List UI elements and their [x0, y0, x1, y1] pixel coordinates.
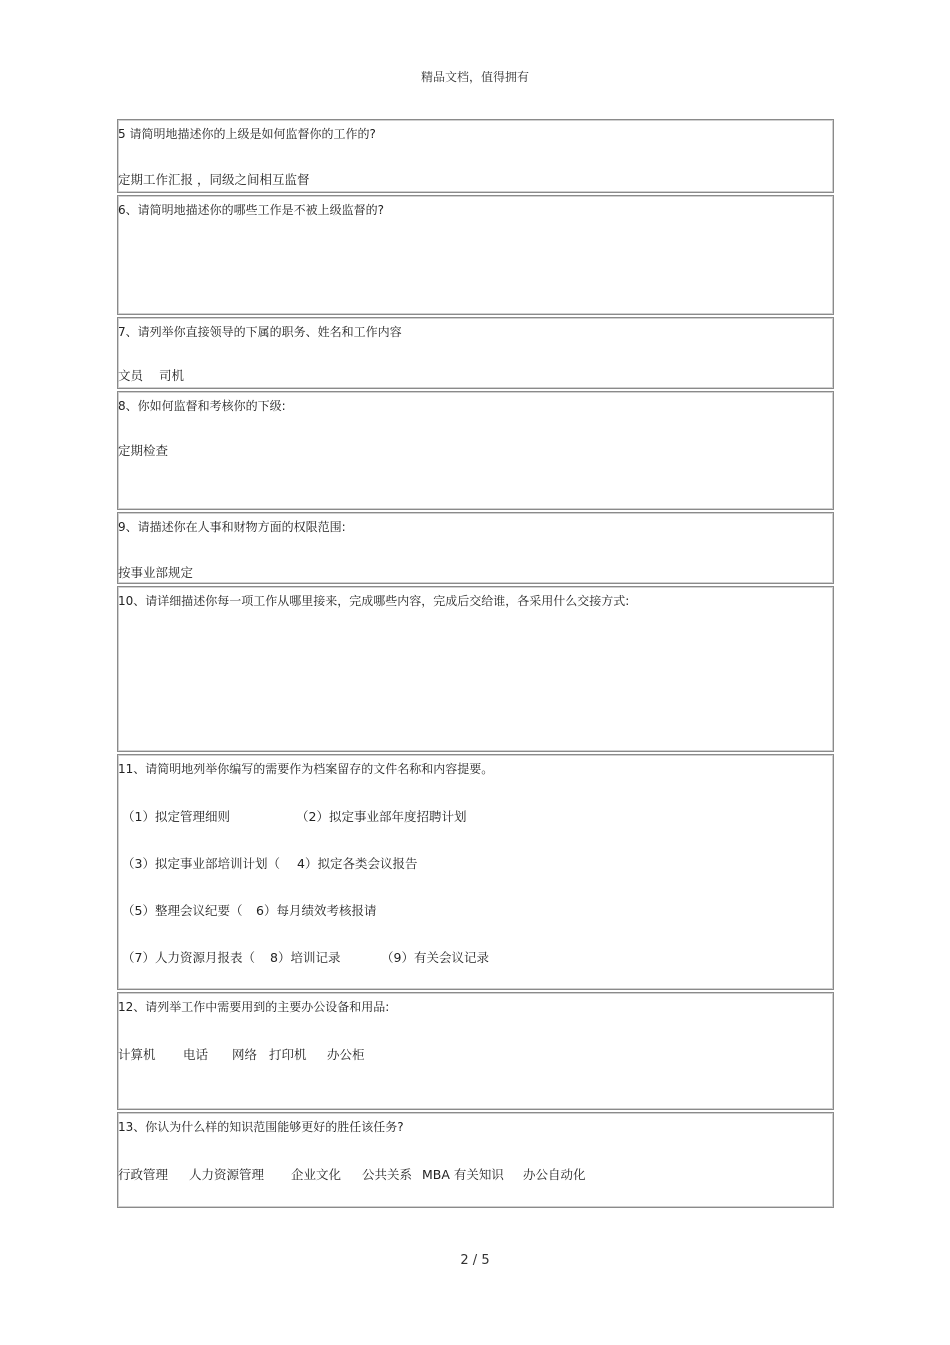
answer-item: 8）培训记录	[270, 950, 341, 965]
answer-item: （5）整理会议纪要（	[122, 903, 243, 918]
question-text: 12、请列举工作中需要用到的主要办公设备和用品:	[118, 1000, 390, 1014]
answer-text: 定期检查	[118, 443, 169, 458]
answer-item: （7）人力资源月报表（	[122, 950, 255, 965]
table-row	[117, 119, 834, 193]
answer-line	[122, 854, 417, 872]
answer-line	[122, 901, 376, 919]
answer-item: （3）拟定事业部培训计划（	[122, 856, 280, 871]
question-text: 7、请列举你直接领导的下属的职务、姓名和工作内容	[118, 325, 402, 339]
answer-item: 行政管理	[118, 1167, 169, 1182]
table-row	[117, 754, 834, 990]
table-row	[117, 317, 834, 389]
answer-item: 电话	[183, 1047, 209, 1062]
answer-item: 办公柜	[327, 1047, 365, 1062]
answer-item: 企业文化	[291, 1167, 342, 1182]
table-row	[117, 195, 834, 315]
page-number: 2 / 5	[460, 1253, 490, 1268]
answer-item: 网络	[232, 1047, 258, 1062]
answer-item: （9）有关会议记录	[381, 950, 489, 965]
table-row	[117, 512, 834, 584]
answer-item: MBA 有关知识	[422, 1167, 504, 1182]
answer-item: 公共关系	[362, 1167, 413, 1182]
answer-text	[118, 1165, 586, 1183]
question-text: 13、你认为什么样的知识范围能够更好的胜任该任务?	[118, 1120, 404, 1134]
answer-item: 文员	[118, 368, 144, 383]
answer-item: 人力资源管理	[189, 1167, 265, 1182]
answer-text: 按事业部规定	[118, 565, 194, 580]
table-row	[117, 586, 834, 752]
answer-text	[118, 1045, 365, 1063]
answer-item: 6）每月绩效考核报请	[256, 903, 377, 918]
table-row	[117, 391, 834, 510]
question-text: 10、请详细描述你每一项工作从哪里接来，完成哪些内容，完成后交给谁，各采用什么交接方式:	[118, 594, 630, 608]
answer-text	[118, 366, 184, 384]
table-row	[117, 1112, 834, 1208]
question-text: 8、你如何监督和考核你的下级:	[118, 399, 286, 413]
questionnaire-table	[117, 119, 834, 1208]
question-text: 6、请简明地描述你的哪些工作是不被上级监督的?	[118, 203, 385, 217]
answer-item: 办公自动化	[523, 1167, 586, 1182]
answer-line	[122, 807, 466, 825]
answer-line	[122, 948, 489, 966]
question-text: 9、请描述你在人事和财物方面的权限范围:	[118, 520, 346, 534]
answer-item: 4）拟定各类会议报告	[297, 856, 418, 871]
answer-text: 定期工作汇报 ，同级之间相互监督	[118, 172, 310, 187]
table-row	[117, 992, 834, 1110]
question-text: 5 请简明地描述你的上级是如何监督你的工作的?	[118, 127, 376, 141]
page-header: 精品文档，值得拥有	[420, 70, 529, 84]
answer-item: 司机	[159, 368, 185, 383]
answer-item: 计算机	[118, 1047, 156, 1062]
answer-item: 打印机	[269, 1047, 307, 1062]
question-text: 11、请简明地列举你编写的需要作为档案留存的文件名称和内容提要。	[118, 762, 494, 776]
answer-item: （2）拟定事业部年度招聘计划	[296, 809, 467, 824]
answer-item: （1）拟定管理细则	[122, 809, 230, 824]
